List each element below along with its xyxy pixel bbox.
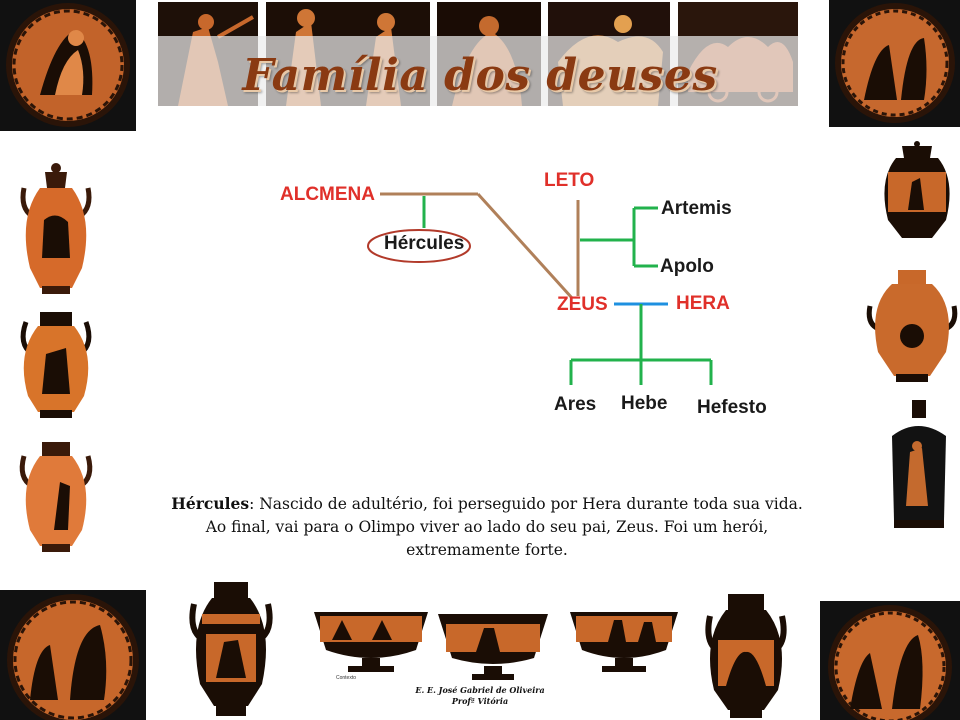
caption-name: Hércules: [171, 494, 250, 513]
node-artemis: Artemis: [661, 198, 732, 219]
node-alcmena: ALCMENA: [280, 184, 375, 205]
node-ares: Ares: [554, 394, 597, 415]
node-apolo: Apolo: [660, 256, 714, 277]
node-zeus: ZEUS: [557, 294, 608, 315]
amphora-bottom-2-image: [702, 590, 790, 720]
node-hebe: Hebe: [621, 393, 668, 414]
caption-line-2: Ao final, vai para o Olimpo viver ao lado do seu pai, Zeus. Foi um herói,: [205, 518, 769, 536]
node-hera: HERA: [676, 293, 730, 314]
plate-bottom-right-image: [820, 601, 960, 720]
page-title: Família dos deuses: [242, 50, 718, 101]
hercules-description: [150, 492, 824, 562]
node-hercules: Hércules: [384, 233, 465, 254]
node-hefesto: Hefesto: [697, 397, 767, 418]
kylix-bottom-3-image: [568, 604, 680, 684]
footer-credits: [395, 685, 565, 707]
footer-school: E. E. José Gabriel de Oliveira: [415, 685, 545, 695]
kylix-bottom-2-image: [436, 606, 550, 688]
plate-bottom-left-image: [0, 590, 146, 720]
kylix-label: Contexto: [336, 675, 357, 681]
amphora-bottom-1-image: [186, 578, 276, 720]
footer-teacher: Profª Vitória: [451, 696, 509, 706]
link-alcmena-zeus-diagonal: [478, 194, 572, 298]
kylix-bottom-1-image: [312, 604, 430, 684]
node-leto: LETO: [544, 170, 595, 191]
caption-line-3: extremamente forte.: [406, 541, 568, 559]
caption-line-1: : Nascido de adultério, foi perseguido por Hera durante toda sua vida.: [249, 495, 803, 513]
